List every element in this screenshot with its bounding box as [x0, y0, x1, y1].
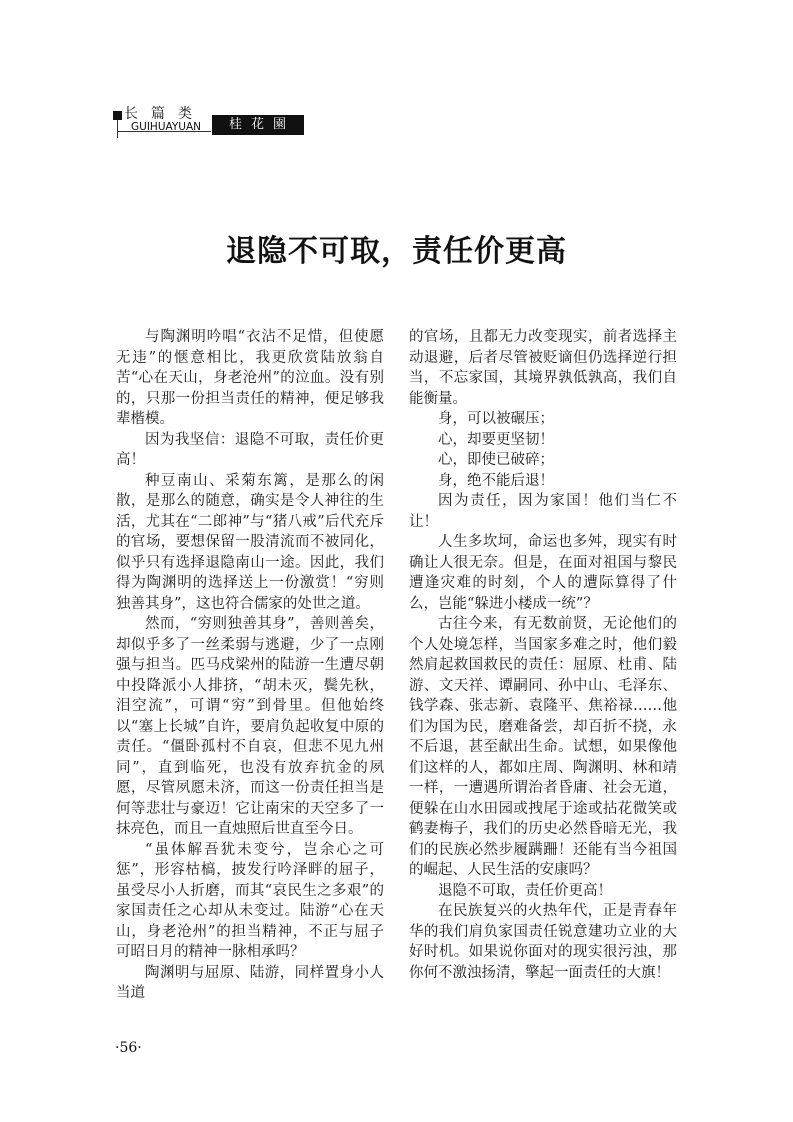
- header-pinyin: GUIHUAYUAN: [131, 121, 202, 133]
- right-column: [409, 327, 677, 983]
- header-square-mark: [113, 111, 122, 120]
- paragraph: 与陶渊明吟唱“衣沾不足惜，但使愿无违”的惬意相比，我更欣赏陆放翁自苦“心在天山，身老沧州”的泣血。没有别的，只那一份担当责任的精神，便足够我辈楷模。: [116, 329, 384, 427]
- paragraph: 古往今来，有无数前贤，无论他们的个人处境怎样，当国家多难之时，他们毅然肩起救国救民的责任：屈原、杜甫、陆游、文天祥、谭嗣同、孙中山、毛泽东、钱学森、张志新、袁隆平、焦裕禄……他们为国为民，磨难备尝，却百折不挠，永不后退，甚至献出生命。试想，如果像他们这样的人，都如庄周、陶渊明、林和靖一样，一遭遇所谓治者昏庸、社会无道，便躲在山水田园或拽尾于途或拈花微笑或鹤妻梅子，我们的历史必然昏暗无光，我们的民族必然步履蹒跚！还能有当今祖国的崛起、人民生活的安康吗？: [409, 616, 677, 878]
- verse-line: 心，却要更坚韧！: [438, 431, 554, 448]
- paragraph: 因为责任，因为家国！他们当仁不让！: [409, 493, 677, 530]
- left-column: [116, 327, 384, 1004]
- verse-line: 身，可以被碾压；: [438, 411, 554, 427]
- running-header: [0, 0, 793, 140]
- paragraph: 种豆南山、采菊东篱，是那么的闲散，是那么的随意，确实是令人神往的生活，尤其在“二郎神”与“猪八戒”后代充斥的官场，要想保留一股清流而不被同化，似乎只有选择退隐南山一途。因此，我们得为陶渊明的选择送上一份激赏！“穷则独善其身”，这也符合儒家的处世之道。: [116, 472, 384, 612]
- paragraph-continued: 的官场，且都无力改变现实，前者选择主动退避，后者尽管被贬谪但仍选择逆行担当，不忘家国，其境界孰低孰高，我们自能衡量。: [409, 329, 677, 407]
- paragraph: 陶渊明与屈原、陆游，同样置身小人当道: [116, 964, 384, 1001]
- paragraph: 然而，“穷则独善其身”，善则善矣，却似乎多了一丝柔弱与逃避，少了一点刚强与担当。匹马戍梁州的陆游一生遭尽朝中投降派小人排挤，“胡未灭，鬓先秋，泪空流”，可谓“穷”到骨里。但他始终以“塞上长城”自许，要肩负起收复中原的责任。“僵卧孤村不自哀，但悲不见九州同”，直到临死，也没有放弃抗金的夙愿，尽管夙愿未济，而这一份责任担当是何等悲壮与豪迈！它让南宋的天空多了一抹亮色，而且一直烛照后世直至今日。: [116, 616, 384, 837]
- paragraph: 退隐不可取，责任价更高！: [438, 882, 612, 899]
- article-title: 退隐不可取，责任价更高: [226, 234, 567, 269]
- paragraph: 人生多坎坷，命运也多舛，现实有时确让人很无奈。但是，在面对祖国与黎民遭逢灾难的时刻，个人的遭际算得了什么，岂能“躲进小楼成一统”？: [409, 534, 677, 612]
- header-divider-vertical: [117, 120, 118, 138]
- header-section-badge: 桂花園: [212, 115, 304, 135]
- verse-line: 心，即使已破碎；: [438, 452, 554, 468]
- page-number: ·56·: [115, 1040, 142, 1056]
- paragraph: 在民族复兴的火热年代，正是青春年华的我们肩负家国责任锐意建功立业的大好时机。如果说你面对的现实很污浊，那你何不激浊扬清，擎起一面责任的大旗！: [409, 903, 677, 981]
- paragraph: “虽体解吾犹未变兮，岂余心之可惩”，形容枯槁，披发行吟泽畔的屈子，虽受尽小人折磨，而其“哀民生之多艰”的家国责任之心却从未变过。陆游“心在天山，身老沧州”的担当精神，不正与屈子可昭日月的精神一脉相承吗？: [116, 841, 384, 960]
- paragraph: 因为我坚信：退隐不可取，责任价更高！: [116, 431, 384, 468]
- verse-line: 身，绝不能后退！: [438, 472, 554, 489]
- header-category: 长篇类: [124, 106, 205, 122]
